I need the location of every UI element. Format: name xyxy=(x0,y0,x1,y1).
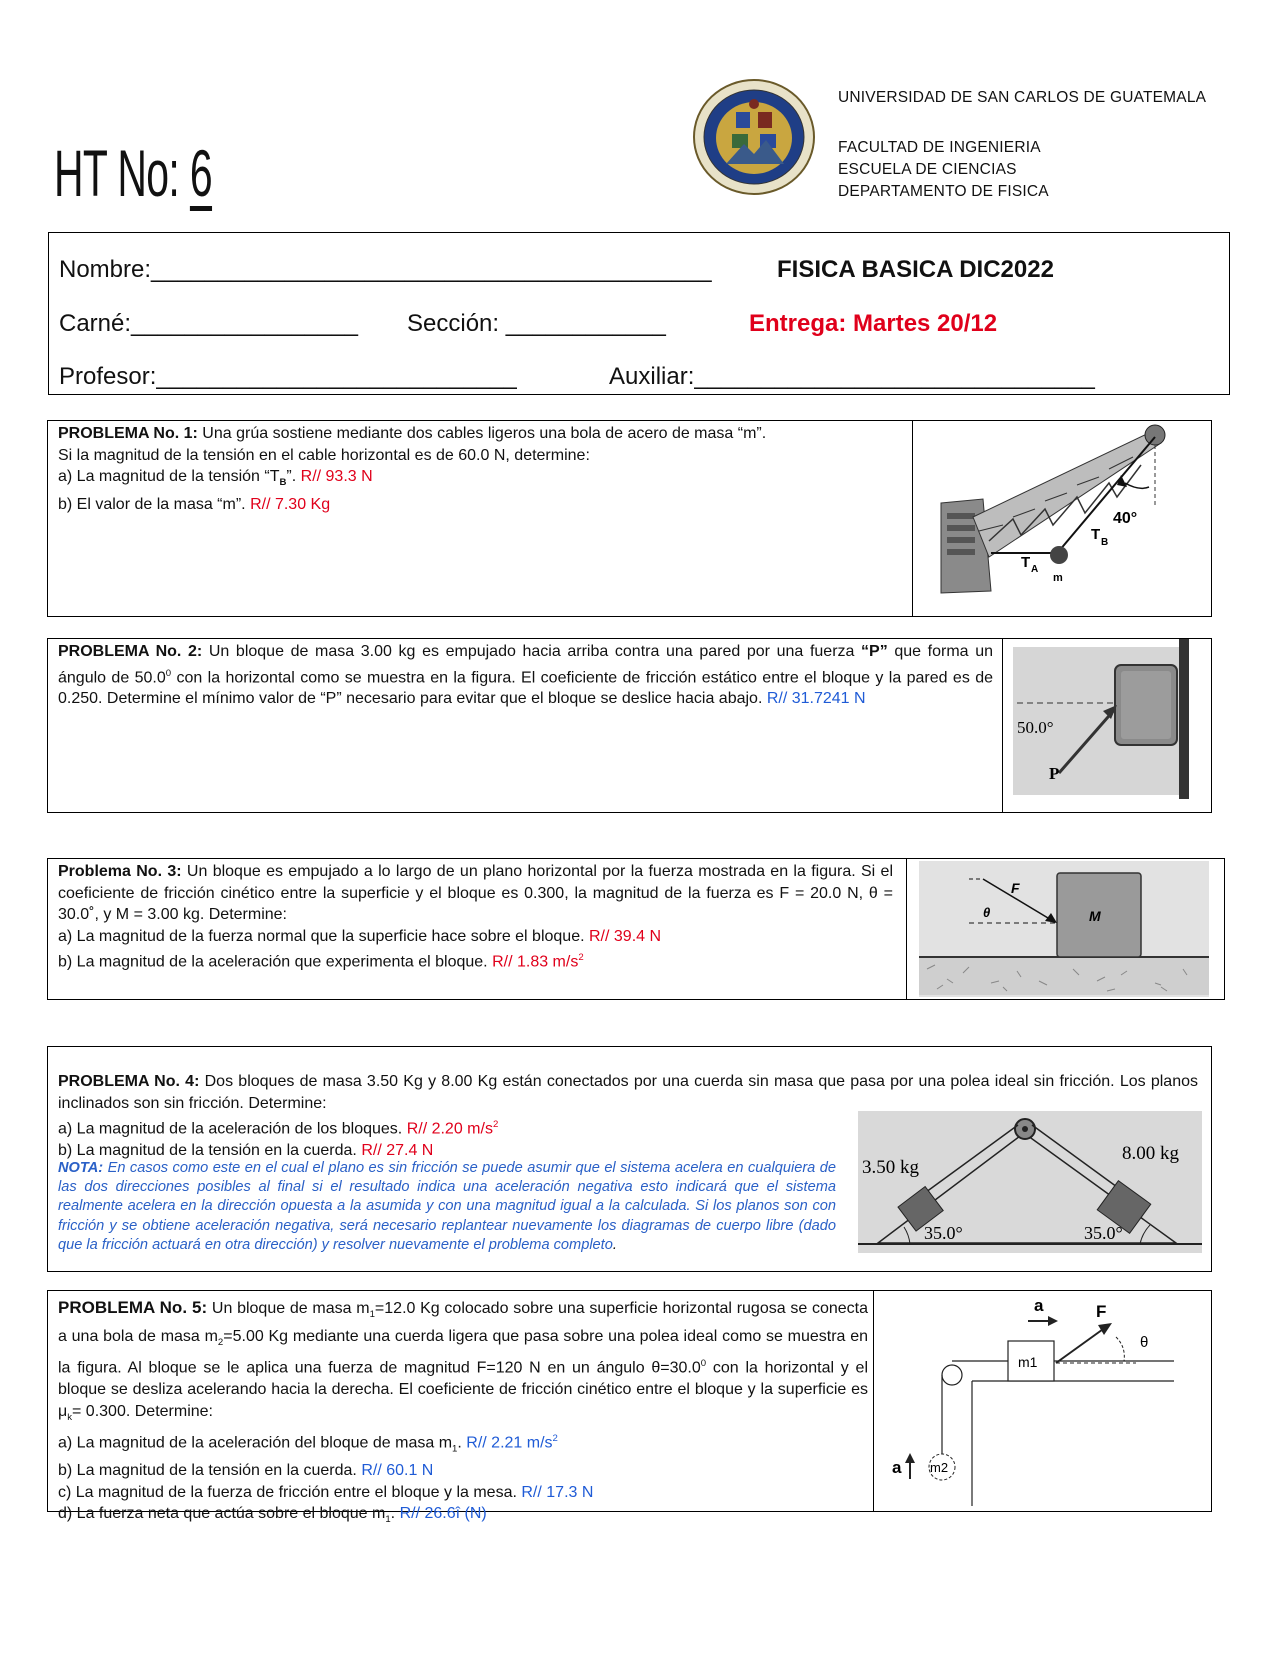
block-force-label: F xyxy=(1011,880,1020,896)
delivery-date: Entrega: Martes 20/12 xyxy=(749,310,998,337)
incline-angle-1-label: 35.0° xyxy=(924,1223,963,1243)
nombre-field[interactable]: Nombre:__________________________________________ xyxy=(59,256,712,283)
problem-5-title: PROBLEMA No. 5: xyxy=(58,1298,208,1317)
note-label: NOTA: xyxy=(58,1160,104,1176)
problem-4-questions xyxy=(58,1114,838,1161)
problem-2-text3: con la horizontal como se muestra en la figura. El coeficiente de fricción estático entre el bloque y la pared es de 0.250. Determine el mínimo valor de “P” necesario para evitar que el bloque se deslice hacia abajo. xyxy=(58,668,993,708)
wall-block-figure xyxy=(1002,639,1212,812)
horizontal-block-figure xyxy=(906,859,1224,999)
crane-tb-subscript: B xyxy=(1101,537,1109,548)
wall-force-label: P xyxy=(1049,764,1060,783)
profesor-field[interactable]: Profesor:___________________________ xyxy=(59,363,517,390)
problem-5-text xyxy=(58,1297,868,1531)
problem-5-question-d: d) La fuerza neta que actúa sobre el bloque m xyxy=(58,1505,386,1523)
note-period: . xyxy=(612,1236,617,1253)
problem-3-statement: Un bloque es empujado a lo largo de un plano horizontal por la fuerza mostrada en la figura. Si el coeficiente de fricción cinético entre la superficie y el bloque es 0.300, la magnitud de la fuerza es F = 20.0 N, θ = 30.0˚, y M = 3.00 kg. Determine: xyxy=(58,863,893,923)
problem-5-t4: con la horizontal y el bloque se desliza acelerando hacia la derecha. El coeficiente de fricción cinético entre el bloque y la superficie es μ xyxy=(58,1359,868,1420)
problem-2-title: PROBLEMA No. 2: xyxy=(58,643,203,660)
problem-3-question-b: b) La magnitud de la aceleración que experimenta el bloque. xyxy=(58,953,488,971)
problem-1-line1: Una grúa sostiene mediante dos cables ligeros una bola de acero de masa “m”. xyxy=(197,425,767,442)
school-name: ESCUELA DE CIENCIAS xyxy=(838,161,1017,178)
problem-1-line2: Si la magnitud de la tensión en el cable horizontal es de 60.0 N, determine: xyxy=(58,446,590,464)
pulley-ball-label: m2 xyxy=(930,1460,949,1475)
problem-5-t3: =5.00 Kg mediante una cuerda ligera que pasa sobre una polea ideal como se muestra en la figura. Al bloque se le aplica una fuerza de magnitud F=120 N en un ángulo θ=30.0 xyxy=(58,1327,868,1377)
note-text: En casos como este en el cual el plano es sin fricción se puede asumir que el sistema acelera en cualquiera de las dos direcciones posibles al final si el resultado indica una aceleración negativa esto indicará que el sistema realmente acelera en la dirección opuesta a la asumida y con una magnitud igual a la calculada. Si los planos son con fricción y se obtiene aceleración negativa, será necesario replantear nuevamente los diagramas de cuerpo libre (dado que la fricción actuará en otra dirección) y resolver nuevamente el problema completo xyxy=(58,1160,836,1253)
problem-3-exponent: 2 xyxy=(578,952,584,963)
problem-1-subscript: B xyxy=(279,477,287,489)
crane-ta-label: T xyxy=(1021,554,1031,571)
problem-2-force: “P” xyxy=(861,643,888,660)
problem-5-t5: = 0.300. Determine: xyxy=(72,1402,213,1420)
problem-3-answer-b: R// 1.83 m/s xyxy=(492,953,579,971)
problem-5-t1: Un bloque de masa m xyxy=(207,1300,370,1317)
pulley-force-label: F xyxy=(1096,1302,1107,1321)
problem-5-d-sub: 1 xyxy=(385,1514,391,1526)
problem-5-d-dot: . xyxy=(390,1505,396,1523)
seccion-field[interactable]: Sección: ____________ xyxy=(407,310,666,337)
pulley-theta-label: θ xyxy=(1140,1334,1149,1351)
problem-2-text2: que forma un ángulo de 50.0 xyxy=(58,643,993,686)
problem-5-a-sub: 1 xyxy=(452,1443,458,1455)
incline-pulley-figure xyxy=(858,1111,1202,1253)
wall-angle-label: 50.0° xyxy=(1017,718,1054,737)
problem-5-question-c: c) La magnitud de la fuerza de fricción entre el bloque y la mesa. xyxy=(58,1483,517,1501)
university-seal-icon xyxy=(692,78,816,196)
problem-5-question-b: b) La magnitud de la tensión en la cuerda. xyxy=(58,1462,357,1480)
ht-number: 6 xyxy=(189,136,213,210)
problem-3-answer-a: R// 39.4 N xyxy=(589,927,662,945)
problem-2-degree: 0 xyxy=(165,667,172,679)
crane-angle-label: 40° xyxy=(1113,510,1138,527)
incline-mass-2-label: 8.00 kg xyxy=(1122,1143,1179,1164)
crane-tb-label: T xyxy=(1091,526,1101,543)
problem-5-answer-c: R// 17.3 N xyxy=(521,1483,594,1501)
problem-5-answer-a: R// 2.21 m/s xyxy=(466,1434,553,1452)
problem-5-question-a: a) La magnitud de la aceleración del bloque de masa m xyxy=(58,1434,453,1452)
problem-4-question-a: a) La magnitud de la aceleración de los bloques. xyxy=(58,1120,403,1138)
problem-5-a-exp: 2 xyxy=(552,1433,558,1445)
problem-1-answer-b: R// 7.30 Kg xyxy=(250,495,331,513)
problem-5-s2: 2 xyxy=(217,1336,224,1348)
problem-1-text xyxy=(58,423,908,515)
problem-1-title: PROBLEMA No. 1: xyxy=(58,425,198,442)
department-name: DEPARTAMENTO DE FISICA xyxy=(838,183,1049,200)
ht-label: HT No: xyxy=(54,136,180,210)
problem-1-question-b: b) El valor de la masa “m”. xyxy=(58,495,246,513)
problem-2-text1: Un bloque de masa 3.00 kg es empujado hacia arriba contra una pared por una fuerza xyxy=(202,643,862,660)
problem-5-a-dot: . xyxy=(457,1434,462,1452)
problem-5-box xyxy=(47,1290,1212,1526)
crane-mass-label: m xyxy=(1053,572,1063,584)
crane-figure xyxy=(912,421,1212,616)
university-name: UNIVERSIDAD DE SAN CARLOS DE GUATEMALA xyxy=(838,89,1207,106)
problem-4-box xyxy=(47,1046,1212,1272)
problem-4-note xyxy=(58,1159,836,1255)
problem-5-answer-b: R// 60.1 N xyxy=(361,1462,434,1480)
pulley-ball-accel-label: a xyxy=(892,1458,902,1477)
problem-4-question-b: b) La magnitud de la tensión en la cuerda. xyxy=(58,1141,357,1159)
block-theta-label: θ xyxy=(983,905,991,920)
block-mass-label: M xyxy=(1089,908,1101,924)
problem-4-statement: Dos bloques de masa 3.50 Kg y 8.00 Kg están conectados por una cuerda sin masa que pasa por una polea ideal sin fricción. Los planos inclinados son sin fricción. Determine: xyxy=(58,1073,1198,1112)
incline-angle-2-label: 35.0° xyxy=(1084,1223,1123,1243)
problem-1-question-a: a) La magnitud de la tensión “T xyxy=(58,468,280,485)
problem-4-answer-a: R// 2.20 m/s xyxy=(406,1120,493,1138)
problem-5-s1: 1 xyxy=(369,1309,375,1321)
pulley-block-label: m1 xyxy=(1018,1354,1038,1370)
problem-4-statement-block xyxy=(58,1071,1198,1114)
problem-5-answer-d: R// 26.6î (N) xyxy=(399,1505,487,1523)
crane-ta-subscript: A xyxy=(1031,564,1039,575)
problem-2-box xyxy=(47,638,1212,813)
pulley-table-figure xyxy=(873,1291,1212,1511)
problem-2-answer: R// 31.7241 N xyxy=(766,690,866,708)
course-title: FISICA BASICA DIC2022 xyxy=(777,256,1054,283)
problem-4-answer-b: R// 27.4 N xyxy=(361,1141,434,1159)
problem-5-e1: 0 xyxy=(700,1358,707,1370)
problem-4-title: PROBLEMA No. 4: xyxy=(58,1073,200,1090)
homework-title xyxy=(54,136,213,210)
problem-1-quote: ”. xyxy=(286,468,297,485)
student-info-box xyxy=(48,232,1230,395)
carne-field[interactable]: Carné:_________________ xyxy=(59,310,358,337)
auxiliar-field[interactable]: Auxiliar:______________________________ xyxy=(609,363,1095,390)
problem-1-answer-a: R// 93.3 N xyxy=(300,468,373,485)
problem-3-title: Problema No. 3: xyxy=(58,863,182,880)
problem-3-question-a: a) La magnitud de la fuerza normal que la superficie hace sobre el bloque. xyxy=(58,927,585,945)
problem-3-box xyxy=(47,858,1225,1000)
problem-3-text xyxy=(58,861,893,973)
problem-1-box xyxy=(47,420,1212,617)
pulley-accel-label: a xyxy=(1034,1296,1044,1315)
problem-4-exponent: 2 xyxy=(492,1119,499,1130)
faculty-name: FACULTAD DE INGENIERIA xyxy=(838,139,1041,156)
incline-mass-1-label: 3.50 kg xyxy=(862,1157,919,1178)
problem-2-text xyxy=(58,641,993,710)
problem-5-s3: k xyxy=(67,1411,73,1423)
problem-5-t2: =12.0 Kg colocado sobre una superficie horizontal rugosa se conecta a una bola de masa m xyxy=(58,1300,869,1345)
